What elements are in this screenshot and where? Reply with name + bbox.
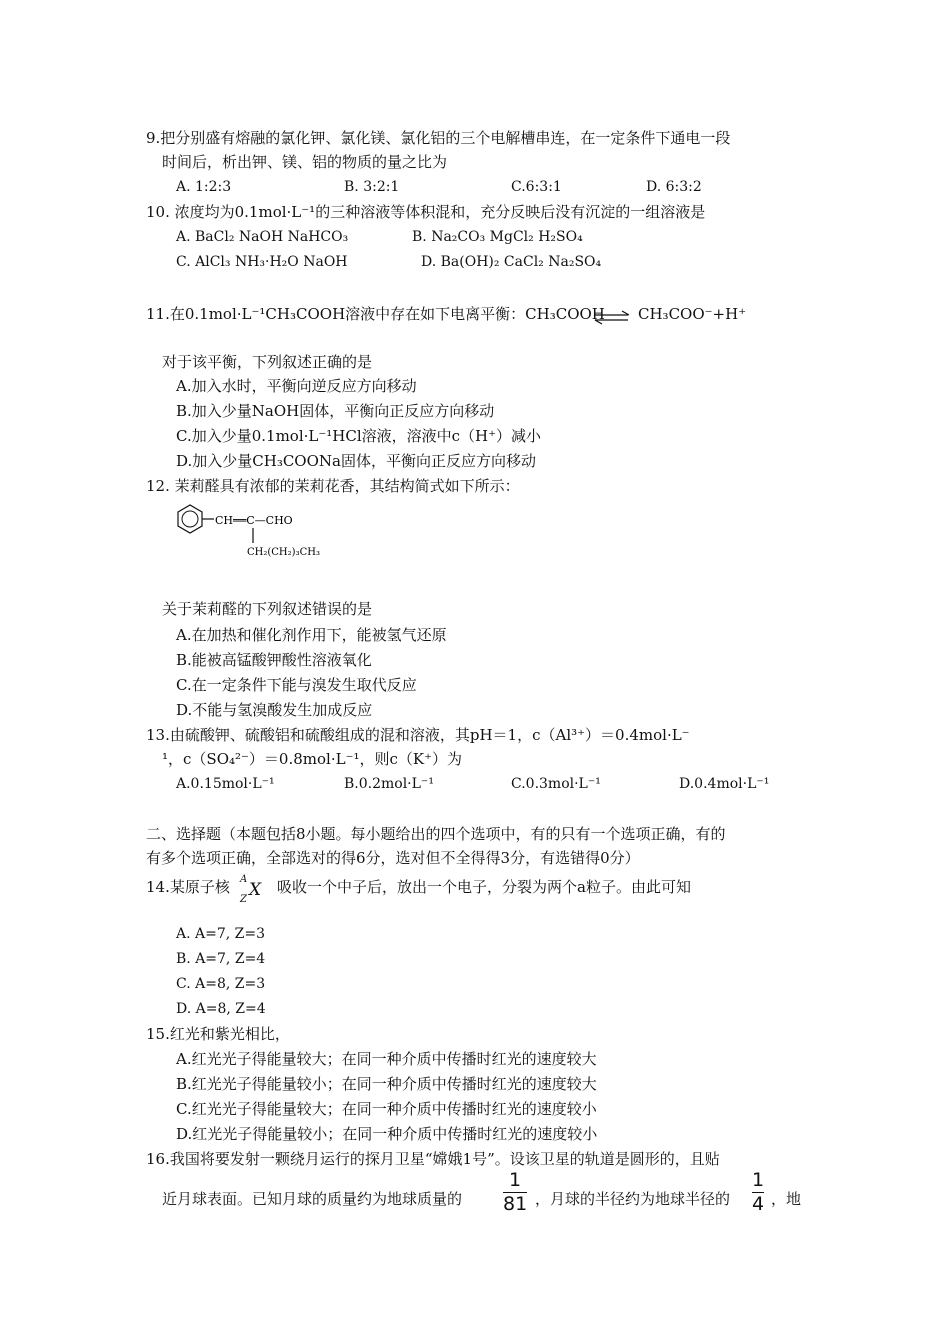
- q14-option-c: C. A=8, Z=3: [176, 976, 266, 992]
- q12-option-a: A.在加热和催化剂作用下，能被氢气还原: [176, 626, 447, 644]
- q10-option-d: D. Ba(OH)₂ CaCl₂ Na₂SO₄: [421, 254, 602, 270]
- nuclide-element: X: [249, 880, 262, 900]
- q11-option-a: A.加入水时，平衡向逆反应方向移动: [176, 377, 417, 395]
- q14-option-a: A. A=7, Z=3: [176, 926, 266, 942]
- q9-option-c: C.6:3:1: [511, 179, 562, 195]
- q15-option-a: A.红光光子得能量较大；在同一种介质中传播时红光的速度较大: [176, 1050, 597, 1068]
- section2-header-line1: 二、选择题（本题包括8小题。每小题给出的四个选项中，有的只有一个选项正确，有的: [146, 825, 726, 843]
- q11-option-d: D.加入少量CH₃COONa固体，平衡向正反应方向移动: [176, 452, 536, 470]
- q15-option-c: C.红光光子得能量较大；在同一种介质中传播时红光的速度较小: [176, 1100, 597, 1118]
- q14-option-d: D. A=8, Z=4: [176, 1001, 266, 1017]
- q14-stem-b: 吸收一个中子后，放出一个电子，分裂为两个a粒子。由此可知: [277, 878, 691, 896]
- nuclide-atomic-number: Z: [240, 894, 247, 905]
- q13-stem-line2: ¹，c（SO₄²⁻）＝0.8mol·L⁻¹，则c（K⁺）为: [162, 750, 463, 768]
- q16-stem-line2c: ，地: [771, 1190, 802, 1208]
- structure-main-chain: CH══C—CHO: [215, 514, 293, 527]
- q12-stem: 12. 茉莉醛具有浓郁的茉莉花香，其结构简式如下所示：: [146, 477, 520, 495]
- fraction-radius-denominator: 4: [752, 1193, 765, 1215]
- q9-stem-line2: 时间后，析出钾、镁、铝的物质的量之比为: [162, 153, 448, 171]
- q16-fraction-radius: [752, 1170, 764, 1215]
- q16-stem-line2b: ，月球的半径约为地球半径的: [535, 1190, 731, 1208]
- q16-stem-line2a: 近月球表面。已知月球的质量约为地球质量的: [162, 1190, 463, 1208]
- q12-stem-line2: 关于茉莉醛的下列叙述错误的是: [162, 600, 373, 618]
- q12-option-b: B.能被高锰酸钾酸性溶液氧化: [176, 651, 372, 669]
- q9-option-b: B. 3:2:1: [344, 179, 400, 195]
- q16-fraction-mass: [503, 1170, 527, 1215]
- jasminaldehyde-structure: [165, 500, 345, 565]
- q11-option-c: C.加入少量0.1mol·L⁻¹HCl溶液，溶液中c（H⁺）减小: [176, 427, 542, 445]
- equilibrium-arrow-icon: [592, 306, 634, 328]
- q15-stem: 15.红光和紫光相比，: [146, 1025, 290, 1043]
- fraction-mass-numerator: 1: [509, 1169, 522, 1191]
- q15-option-b: B.红光光子得能量较小；在同一种介质中传播时红光的速度较大: [176, 1075, 597, 1093]
- q13-stem-line1: 13.由硫酸钾、硫酸铝和硫酸组成的混和溶液，其pH＝1，c（Al³⁺）＝0.4mol·L⁻: [146, 726, 690, 744]
- fraction-mass-denominator: 81: [503, 1193, 528, 1215]
- nuclide-mass-number: A: [240, 874, 248, 885]
- q11-stem: 11.在0.1mol·L⁻¹CH₃COOH溶液中存在如下电离平衡：CH₃COOH: [146, 305, 605, 323]
- q15-option-d: D.红光光子得能量较小；在同一种介质中传播时红光的速度较小: [176, 1125, 598, 1143]
- q10-option-b: B. Na₂CO₃ MgCl₂ H₂SO₄: [412, 229, 583, 245]
- q12-option-c: C.在一定条件下能与溴发生取代反应: [176, 676, 417, 694]
- section2-header-line2: 有多个选项正确，全部选对的得6分，选对但不全得得3分，有选错得0分）: [146, 849, 640, 867]
- q11-equation-products: CH₃COO⁻+H⁺: [638, 305, 747, 323]
- structure-side-chain: CH₂(CH₂)₃CH₃: [247, 547, 320, 558]
- q12-option-d: D.不能与氢溴酸发生加成反应: [176, 701, 373, 719]
- q9-option-d: D. 6:3:2: [646, 179, 702, 195]
- q11-option-b: B.加入少量NaOH固体，平衡向正反应方向移动: [176, 402, 495, 420]
- q14-option-b: B. A=7, Z=4: [176, 951, 266, 967]
- fraction-radius-numerator: 1: [752, 1169, 765, 1191]
- q9-option-a: A. 1:2:3: [176, 179, 232, 195]
- q9-stem-line1: 9.把分别盛有熔融的氯化钾、氯化镁、氯化铝的三个电解槽串连，在一定条件下通电一段: [146, 129, 731, 147]
- q11-stem-line2: 对于该平衡，下列叙述正确的是: [162, 353, 373, 371]
- q10-option-c: C. AlCl₃ NH₃·H₂O NaOH: [176, 254, 348, 270]
- q13-option-b: B.0.2mol·L⁻¹: [344, 776, 434, 792]
- q10-stem: 10. 浓度均为0.1mol·L⁻¹的三种溶液等体积混和，充分反映后没有沉淀的一组溶液是: [146, 203, 706, 221]
- q13-option-d: D.0.4mol·L⁻¹: [679, 776, 770, 792]
- nuclide-symbol: [238, 872, 266, 908]
- q14-stem-a: 14.某原子核: [146, 878, 230, 896]
- q13-option-a: A.0.15mol·L⁻¹: [176, 776, 275, 792]
- q13-option-c: C.0.3mol·L⁻¹: [511, 776, 601, 792]
- q10-option-a: A. BaCl₂ NaOH NaHCO₃: [176, 229, 349, 245]
- q16-stem-line1: 16.我国将要发射一颗绕月运行的探月卫星“嫦娥1号”。设该卫星的轨道是圆形的，且贴: [146, 1150, 720, 1168]
